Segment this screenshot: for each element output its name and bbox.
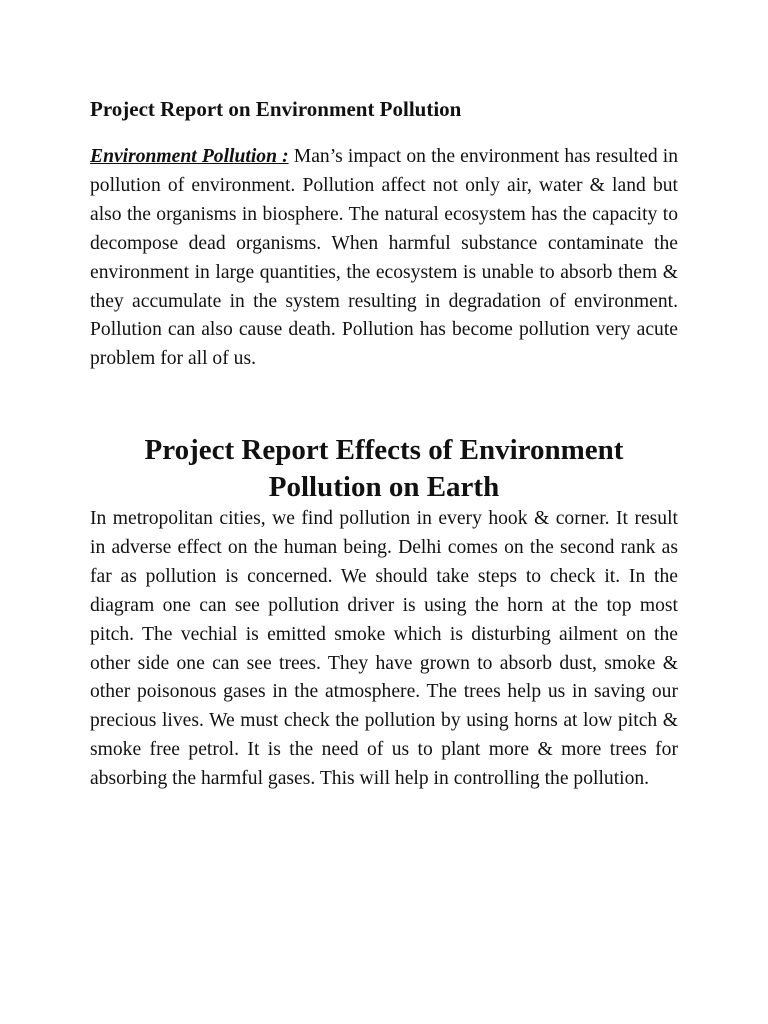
intro-paragraph [90,143,678,374]
section-body-paragraph: In metropolitan cities, we find pollution in every hook & corner. It result in adverse effect on the human being. Delhi comes on the second rank as far as pollution is concerned. We should take steps to check it. In the diagram one can see pollution driver is using the horn at the top most pitch. The vechial is emitted smoke which is disturbing ailment on the other side one can see trees. They have grown to absorb dust, smoke & other poisonous gases in the atmosphere. The trees help us in saving our precious lives. We must check the pollution by using horns at low pitch & smoke free petrol. It is the need of us to plant more & more trees for absorbing the harmful gases. This will help in controlling the pollution. [90,508,678,790]
section-heading: Project Report Effects of Environment Pollution on Earth [144,434,624,503]
intro-body-text: Man’s impact on the environment has resulted in pollution of environment. Pollution affect not only air, water & land but also the organisms in biosphere. The natural ecosystem has the capacity to decompose dead organisms. When harmful substance contaminate the environment in large quantities, the ecosystem is unable to absorb them & they accumulate in the system resulting in degradation of environment. Pollution can also cause death. Pollution has become pollution very acute problem for all of us. [90,146,678,370]
document-title: Project Report on Environment Pollution [90,97,462,121]
intro-lead-term: Environment Pollution : [90,146,289,167]
